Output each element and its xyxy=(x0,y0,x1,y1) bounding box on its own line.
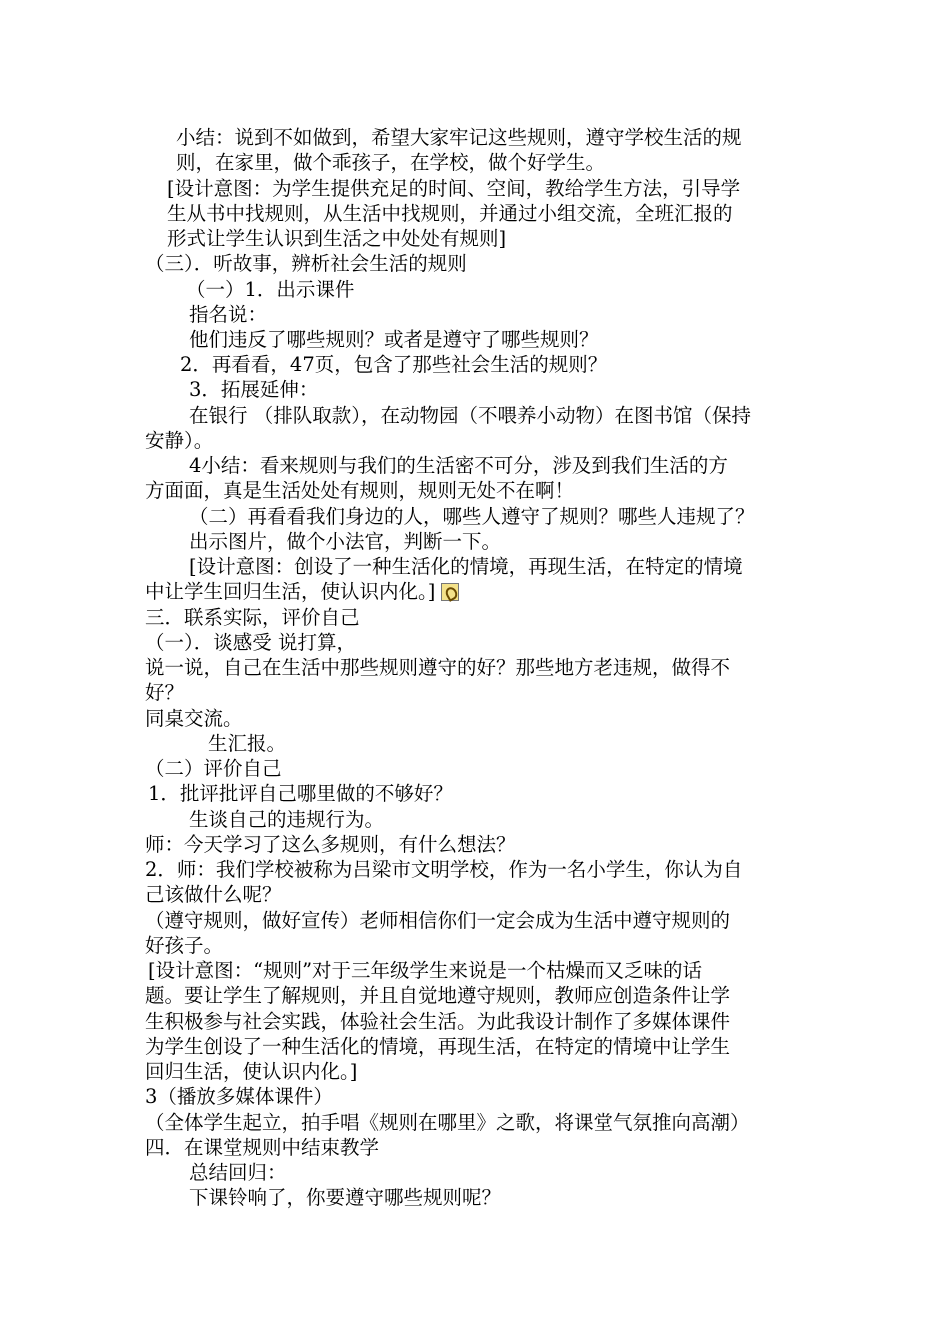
text-line: 他们违反了哪些规则？或者是遵守了哪些规则？ xyxy=(189,328,599,351)
text-span: 中让学生回归生活，使认识内化。] xyxy=(145,580,436,603)
text-line: 1．批评批评自己哪里做的不够好？ xyxy=(148,782,453,805)
text-line: 指名说： xyxy=(189,303,268,326)
text-line: 己该做什么呢？ xyxy=(145,883,282,906)
text-line: 在银行 （排队取款），在动物园（不喂养小动物）在图书馆（保持 xyxy=(189,404,751,427)
text-line: 方面面，真是生活处处有规则，规则无处不在啊！ xyxy=(145,479,575,502)
text-line: 说一说，自己在生活中那些规则遵守的好？那些地方老违规，做得不 xyxy=(145,656,731,679)
text-line: 生积极参与社会实践，体验社会生活。为此我设计制作了多媒体课件 xyxy=(145,1010,731,1033)
text-line: 生从书中找规则，从生活中找规则，并通过小组交流，全班汇报的 xyxy=(167,202,733,225)
text-line: 总结回归： xyxy=(189,1161,287,1184)
edit-object-icon[interactable] xyxy=(441,583,459,601)
text-line: 4小结：看来规则与我们的生活密不可分，涉及到我们生活的方 xyxy=(189,454,728,477)
text-line: 生汇报。 xyxy=(208,732,287,755)
text-line: 好？ xyxy=(145,681,185,704)
text-line: 生谈自己的违规行为。 xyxy=(189,808,385,831)
text-line: [设计意图：为学生提供充足的时间、空间，教给学生方法，引导学 xyxy=(167,177,741,200)
text-line: （一）1．出示课件 xyxy=(186,278,355,301)
text-line: 2．再看看，47页，包含了那些社会生活的规则？ xyxy=(180,353,608,376)
text-line: （二）评价自己 xyxy=(145,757,282,780)
text-line: 3（播放多媒体课件） xyxy=(145,1085,333,1108)
text-line: 小结：说到不如做到，希望大家牢记这些规则，遵守学校生活的规 xyxy=(176,126,742,149)
text-line: （遵守规则，做好宣传）老师相信你们一定会成为生活中遵守规则的 xyxy=(145,909,731,932)
text-line: 安静）。 xyxy=(145,429,214,452)
text-line: 题。要让学生了解规则，并且自觉地遵守规则，教师应创造条件让学 xyxy=(145,984,731,1007)
text-line: 师：今天学习了这么多规则，有什么想法？ xyxy=(145,833,516,856)
text-line: 形式让学生认识到生活之中处处有规则] xyxy=(167,227,507,250)
text-line: [设计意图：“规则”对于三年级学生来说是一个枯燥而又乏味的话 xyxy=(148,959,703,982)
text-line: 2．师：我们学校被称为吕梁市文明学校，作为一名小学生，你认为自 xyxy=(145,858,743,881)
section-heading: 四．在课堂规则中结束教学 xyxy=(145,1136,380,1159)
text-line: 好孩子。 xyxy=(145,934,224,957)
text-line: （一）．谈感受 说打算， xyxy=(145,631,356,654)
text-line: 3．拓展延伸： xyxy=(189,378,319,401)
section-heading: （三）．听故事，辨析社会生活的规则 xyxy=(145,252,467,275)
text-line: 回归生活，使认识内化。] xyxy=(145,1060,358,1083)
text-line: 则，在家里，做个乖孩子，在学校，做个好学生。 xyxy=(176,151,606,174)
text-line: （二）再看看我们身边的人，哪些人遵守了规则？哪些人违规了？ xyxy=(189,505,755,528)
text-line: 同桌交流。 xyxy=(145,707,243,730)
text-line: （全体学生起立，拍手唱《规则在哪里》之歌，将课堂气氛推向高潮） xyxy=(145,1111,750,1134)
section-heading: 三．联系实际，评价自己 xyxy=(145,606,360,629)
text-line: 出示图片，做个小法官，判断一下。 xyxy=(189,530,502,553)
text-line: 下课铃响了，你要遵守哪些规则呢？ xyxy=(189,1186,502,1209)
text-line xyxy=(145,580,459,604)
text-line: [设计意图：创设了一种生活化的情境，再现生活，在特定的情境 xyxy=(189,555,743,578)
text-line: 为学生创设了一种生活化的情境，再现生活，在特定的情境中让学生 xyxy=(145,1035,731,1058)
